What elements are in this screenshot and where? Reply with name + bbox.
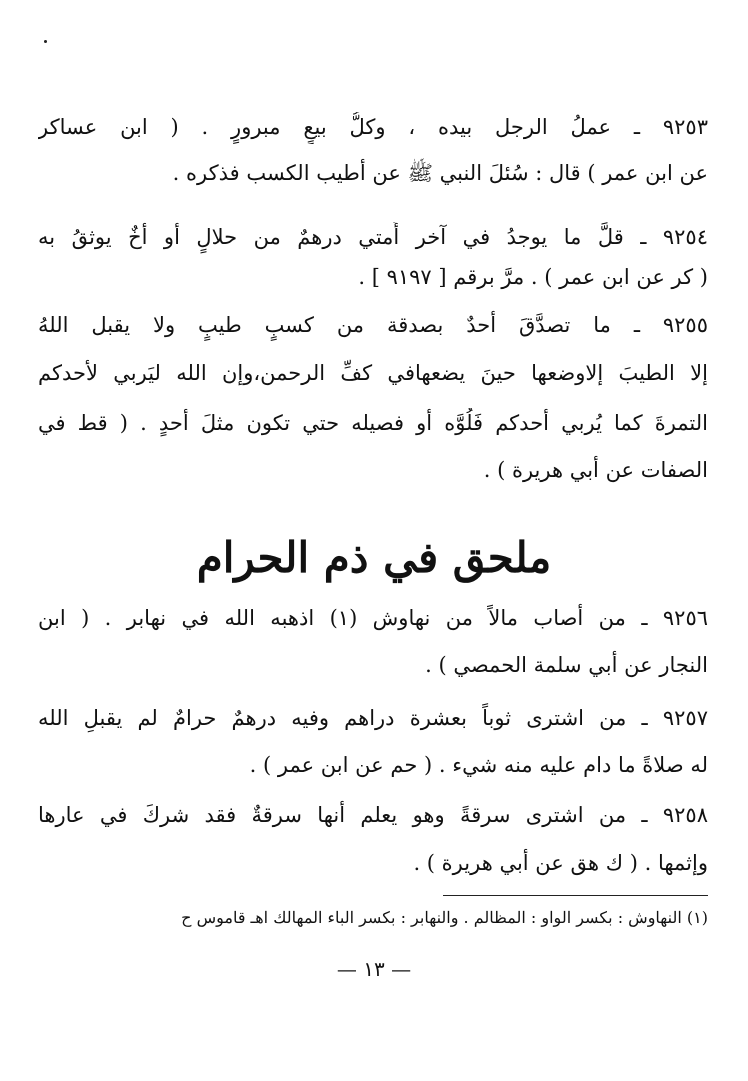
hadith-9255-line-3: التمرةَ كما يُربي أحدكم فَلُوَّه أو فصيله حتي تكون مثلَ أحدٍ . ( قط في (38, 411, 708, 435)
hadith-9257-line-2: له صلاةً ما دام عليه منه شيء . ( حم عن ابن عمر ) . (249, 753, 708, 777)
margin-dot (44, 40, 47, 43)
hadith-9253-line-1: ٩٢٥٣ ـ عملُ الرجل بيده ، وكلُّ بيعٍ مبرورٍ . ( ابن عساكر (38, 115, 708, 139)
hadith-9256-line-1: ٩٢٥٦ ـ من أصاب مالاً من نهاوش (١) اذهبه الله في نهابر . ( ابن (38, 606, 708, 630)
hadith-9258-line-2: وإثمها . ( ك هق عن أبي هريرة ) . (413, 851, 708, 875)
footnote: (١) النهاوش : بكسر الواو : المظالم . والنهابر : بكسر الباء المهالك اهـ قاموس ح (181, 908, 708, 927)
hadith-9254-line-1: ٩٢٥٤ ـ قلَّ ما يوجدُ في آخر أُمتي درهمٌ من حلالٍ أو أخٌ يوثقُ به (38, 225, 708, 249)
hadith-9258-line-1: ٩٢٥٨ ـ من اشترى سرقةً وهو يعلم أنها سرقةٌ فقد شركَ في عارها (38, 803, 708, 827)
hadith-9253-line-2: عن ابن عمر ) قال : سُئلَ النبي ﷺ عن أطيب الكسب فذكره . (172, 161, 708, 185)
hadith-9254-line-2: ( كر عن ابن عمر ) . مرَّ برقم [ ٩١٩٧ ] . (358, 265, 708, 289)
footnote-separator (443, 895, 708, 896)
hadith-9255-line-1: ٩٢٥٥ ـ ما تصدَّقَ أحدٌ بصدقة من كسبٍ طيبٍ ولا يقبل اللهُ (38, 313, 708, 337)
page-number: — ١٣ — (336, 957, 412, 981)
section-heading: ملحق في ذم الحرام (196, 533, 552, 582)
hadith-9257-line-1: ٩٢٥٧ ـ من اشترى ثوباً بعشرة دراهم وفيه درهمٌ حرامٌ لم يقبلِ الله (38, 706, 708, 730)
hadith-9255-line-4: الصفات عن أبي هريرة ) . (483, 458, 708, 482)
hadith-9255-line-2: إلا الطيبَ إلاوضعها حينَ يضعهافي كفِّ الرحمن،وإن الله ليَربي لأحدكم (38, 361, 708, 385)
hadith-9256-line-2: النجار عن أبي سلمة الحمصي ) . (425, 653, 708, 677)
